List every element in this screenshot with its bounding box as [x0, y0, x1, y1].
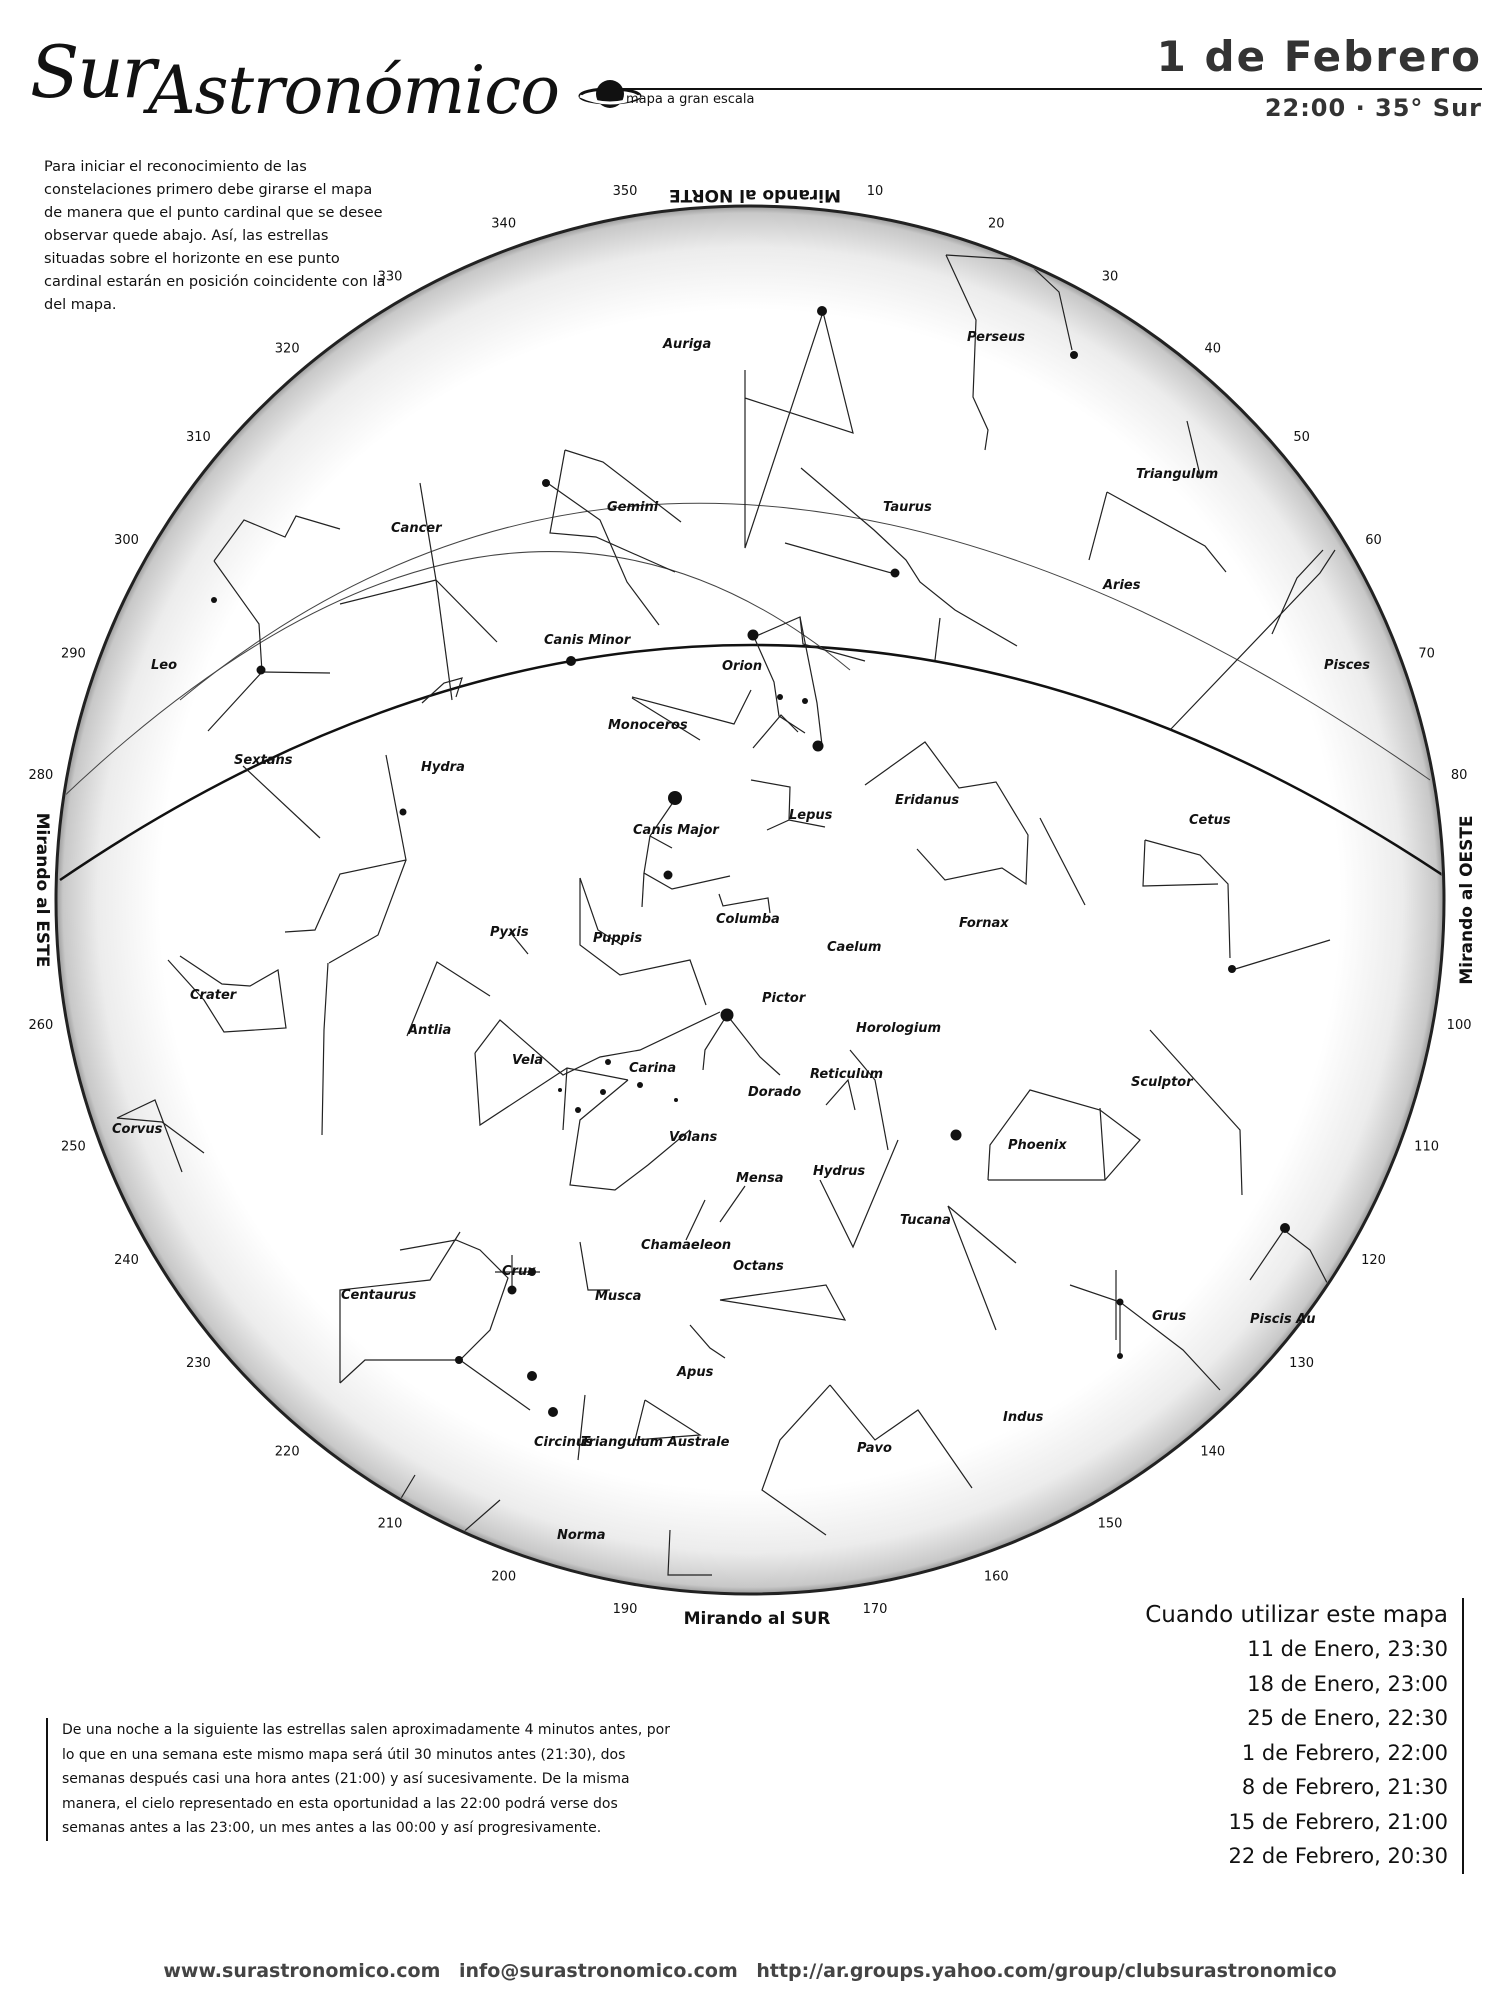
sky-map [0, 150, 1500, 1630]
degree-label: 10 [866, 183, 884, 199]
label-hydra: Hydra [421, 760, 465, 775]
label-perseus: Perseus [967, 330, 1025, 345]
label-centaurus: Centaurus [341, 1288, 417, 1303]
degree-label: 300 [114, 533, 139, 548]
label-dorado: Dorado [748, 1085, 802, 1100]
label-phoenix: Phoenix [1008, 1138, 1067, 1153]
degree-label: 50 [1293, 430, 1310, 446]
degree-label: 200 [491, 1569, 517, 1585]
label-mensa: Mensa [736, 1171, 784, 1186]
degree-label: 290 [60, 646, 86, 662]
degree-label: 100 [1446, 1018, 1472, 1033]
label-sextans: Sextans [234, 753, 293, 768]
label-chamaeleon: Chamaeleon [641, 1238, 732, 1253]
degree-label: 240 [114, 1253, 139, 1268]
west-label: Mirando al OESTE [1457, 815, 1477, 985]
label-corvus: Corvus [112, 1122, 163, 1137]
note-text: De una noche a la siguiente las estrellas salen aproximadamente 4 minutos antes, por lo que en una semana este mismo mapa será útil 30 minutos antes (21:30), dos semanas después casi una hora antes (21:00) y así sucesivamente. De la misma manera, el cielo representado en esta oportunidad a las 22:00 podrá verse dos semanas antes a las 23:00, un mes antes a las 00:00 y así progresivamente. [46, 1718, 672, 1841]
label-cancer: Cancer [391, 521, 442, 536]
usage-row: 18 de Enero, 23:00 [1247, 1671, 1448, 1696]
label-gemini: Gemini [607, 500, 659, 515]
label-leo: Leo [151, 658, 178, 673]
label-pictor: Pictor [762, 991, 806, 1006]
degree-label: 330 [377, 269, 403, 285]
label-cetus: Cetus [1189, 813, 1231, 828]
label-musca: Musca [595, 1289, 642, 1304]
usage-table [1128, 1598, 1464, 1874]
degree-label: 320 [274, 341, 300, 357]
label-monoceros: Monoceros [608, 718, 688, 733]
label-carina: Carina [629, 1061, 677, 1076]
label-taurus: Taurus [883, 500, 932, 515]
degree-label: 350 [612, 183, 638, 199]
label-volans: Volans [669, 1130, 718, 1145]
usage-title: Cuando utilizar este mapa [1145, 1602, 1448, 1628]
label-auriga: Auriga [663, 337, 712, 352]
label-crux: Crux [502, 1264, 536, 1279]
degree-label: 110 [1414, 1139, 1440, 1155]
degree-label: 130 [1289, 1355, 1315, 1371]
north-label: Mirando al NORTE [669, 185, 841, 205]
label-pyxis: Pyxis [490, 925, 529, 940]
label-circinus: Circinus [534, 1435, 593, 1450]
label-octans: Octans [733, 1259, 784, 1274]
usage-row: 15 de Febrero, 21:00 [1228, 1809, 1448, 1834]
usage-row: 25 de Enero, 22:30 [1247, 1706, 1448, 1730]
subtitle: mapa a gran escala [626, 92, 755, 107]
label-pavo: Pavo [857, 1441, 892, 1456]
label-pisces: Pisces [1324, 658, 1370, 673]
degree-label: 310 [185, 430, 211, 446]
degree-label: 70 [1418, 646, 1435, 662]
label-columba: Columba [716, 912, 780, 927]
label-sculptor: Sculptor [1131, 1075, 1193, 1090]
east-label: Mirando al ESTE [32, 812, 52, 968]
degree-label: 250 [60, 1139, 86, 1155]
degree-label: 20 [988, 216, 1005, 232]
degree-label: 60 [1365, 533, 1382, 548]
degree-label: 160 [983, 1569, 1009, 1585]
usage-row: 22 de Febrero, 20:30 [1228, 1844, 1448, 1868]
label-reticulum: Reticulum [810, 1067, 884, 1082]
degree-label: 140 [1200, 1444, 1226, 1460]
label-eridanus: Eridanus [895, 793, 960, 808]
label-caelum: Caelum [827, 940, 882, 955]
label-vela: Vela [512, 1053, 544, 1068]
logo-astronomico: Astronómico [148, 52, 559, 129]
degree-label: 280 [28, 768, 54, 783]
label-antlia: Antlia [408, 1023, 452, 1038]
usage-row: 1 de Febrero, 22:00 [1241, 1740, 1448, 1765]
degree-label: 80 [1450, 768, 1468, 783]
degree-label: 340 [491, 216, 517, 232]
label-norma: Norma [557, 1528, 606, 1543]
label-apus: Apus [677, 1365, 714, 1380]
label-indus: Indus [1003, 1410, 1044, 1425]
label-canis-major: Canis Major [633, 823, 719, 838]
degree-label: 40 [1204, 341, 1222, 357]
label-fornax: Fornax [959, 916, 1009, 931]
label-orion: Orion [722, 659, 763, 674]
date-title: 1 de Febrero [1156, 32, 1482, 81]
label-triangulum: Triangulum [1136, 467, 1219, 482]
label-lepus: Lepus [789, 808, 833, 823]
horizon-circle [56, 206, 1444, 1594]
usage-row: 11 de Enero, 23:30 [1247, 1637, 1448, 1661]
logo-sur: Sur [30, 30, 155, 114]
label-grus: Grus [1152, 1309, 1187, 1324]
label-triangulum-australe: Triangulum Australe [581, 1435, 730, 1450]
degree-label: 170 [862, 1602, 888, 1618]
label-crater: Crater [190, 988, 237, 1003]
degree-label: 120 [1361, 1253, 1386, 1268]
time-latitude: 22:00 · 35° Sur [1264, 94, 1482, 122]
degree-label: 30 [1101, 269, 1119, 285]
degree-label: 230 [185, 1355, 211, 1371]
label-aries: Aries [1103, 578, 1141, 593]
degree-label: 260 [28, 1018, 54, 1033]
degree-label: 150 [1097, 1516, 1123, 1532]
degree-label: 220 [274, 1444, 300, 1460]
label-canis-minor: Canis Minor [544, 633, 631, 648]
label-horologium: Horologium [856, 1021, 942, 1036]
intro-text: Para iniciar el reconocimiento de las constelaciones primero debe girarse el mapa de manera que el punto cardinal que se desee observar quede abajo. Así, las estrellas situadas sobre el horizonte en ese punto cardinal estarán en posición coincidente con la del mapa. [44, 159, 386, 313]
degree-label: 210 [377, 1516, 403, 1532]
degree-label: 190 [612, 1602, 638, 1618]
south-label: Mirando al SUR [683, 1609, 831, 1629]
header-rule [622, 88, 1482, 90]
usage-row: 8 de Febrero, 21:30 [1241, 1775, 1448, 1799]
footer-links[interactable]: www.surastronomico.com info@surastronomico.com http://ar.groups.yahoo.com/group/clubsurastronomico [163, 1960, 1337, 1982]
label-piscis-austrinus: Piscis Au [1250, 1312, 1316, 1327]
label-puppis: Puppis [593, 931, 643, 946]
label-tucana: Tucana [900, 1213, 951, 1228]
label-hydrus: Hydrus [813, 1164, 866, 1179]
